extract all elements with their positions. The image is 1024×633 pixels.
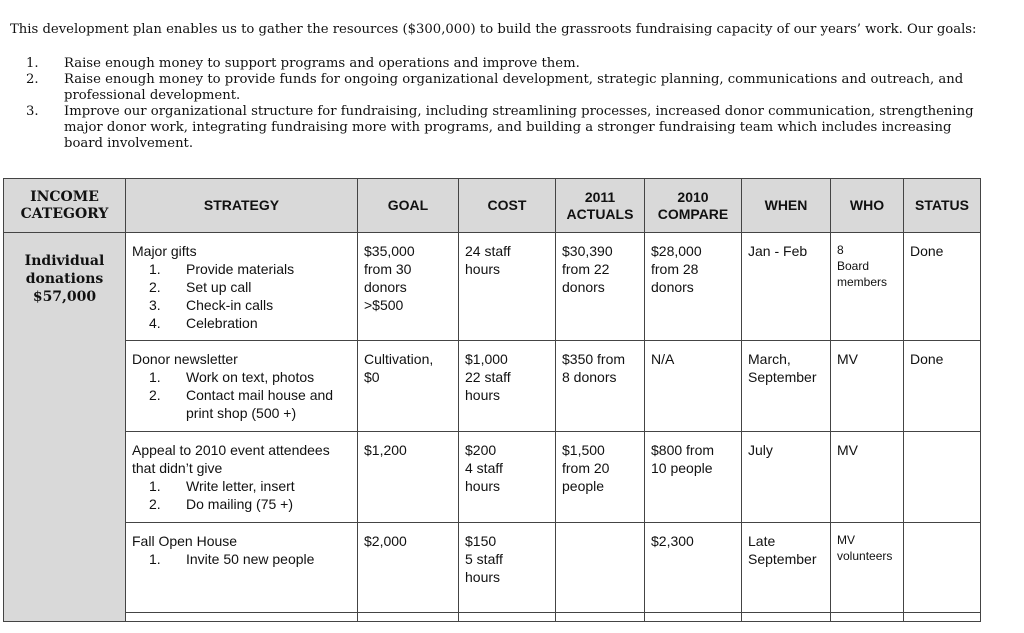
- step-text: Provide materials: [186, 261, 295, 277]
- goal-number: 3.: [26, 104, 39, 119]
- step-text: Write letter, insert: [186, 478, 295, 494]
- step-text: Work on text, photos: [186, 369, 315, 385]
- step-item: [132, 260, 351, 278]
- strategy-steps: [132, 260, 351, 332]
- step-item: [132, 296, 351, 314]
- step-item: [132, 278, 351, 296]
- compare-2010-cell: $28,000 from 28 donors: [645, 233, 742, 341]
- who-cell: 8 Board members: [831, 233, 904, 341]
- strategy-cell: [126, 233, 358, 341]
- actuals-2011-cell: [556, 523, 645, 613]
- step-number: 1.: [149, 551, 161, 567]
- cost-cell: $200 4 staff hours: [459, 432, 556, 523]
- header-income-category: INCOME CATEGORY: [4, 179, 126, 233]
- step-number: 1.: [149, 478, 161, 494]
- cost-cell: $150 5 staff hours: [459, 523, 556, 613]
- empty-cell: [904, 613, 981, 622]
- compare-2010-cell: $800 from 10 people: [645, 432, 742, 523]
- development-plan-table: [3, 178, 981, 622]
- when-cell: Late September: [742, 523, 831, 613]
- cost-cell: 24 staff hours: [459, 233, 556, 341]
- goal-item: [26, 72, 976, 104]
- header-2010-compare: 2010 COMPARE: [645, 179, 742, 233]
- step-item: [132, 495, 351, 513]
- actuals-2011-cell: $30,390 from 22 donors: [556, 233, 645, 341]
- strategy-cell: [126, 523, 358, 613]
- goal-cell: Cultivation, $0: [358, 341, 459, 432]
- step-number: 2.: [149, 279, 161, 295]
- header-2011-actuals: 2011 ACTUALS: [556, 179, 645, 233]
- goal-text: Raise enough money to provide funds for ongoing organizational development, strategic planning, communications and outreach, and professional development.: [64, 72, 964, 103]
- intro-paragraph: This development plan enables us to gather the resources ($300,000) to build the grassroots fundraising capacity of our years’ work. Our goals:: [10, 22, 977, 37]
- strategy-title: Fall Open House: [132, 533, 238, 549]
- strategy-steps: [132, 477, 351, 513]
- goal-text: Raise enough money to support programs and operations and improve them.: [64, 56, 580, 71]
- goal-item: [26, 56, 976, 72]
- strategy-title: Donor newsletter: [132, 351, 238, 367]
- goal-cell: $2,000: [358, 523, 459, 613]
- empty-cell: [358, 613, 459, 622]
- table-header-row: [4, 179, 981, 233]
- actuals-2011-cell: $350 from 8 donors: [556, 341, 645, 432]
- step-text: Do mailing (75 +): [186, 496, 293, 512]
- step-item: [132, 386, 351, 422]
- table-row: [4, 523, 981, 613]
- who-cell: MV: [831, 341, 904, 432]
- goal-text: Improve our organizational structure for fundraising, including streamlining processes, increased donor communication, strengthening major donor work, integrating fundraising more with programs, and building a stronger fundraising team which includes increasing board involvement.: [64, 104, 974, 151]
- goal-cell: $1,200: [358, 432, 459, 523]
- header-cost: COST: [459, 179, 556, 233]
- strategy-steps: [132, 550, 351, 568]
- header-strategy: STRATEGY: [126, 179, 358, 233]
- step-text: Set up call: [186, 279, 252, 295]
- compare-2010-cell: N/A: [645, 341, 742, 432]
- goals-list: [26, 56, 976, 152]
- who-cell: MV volunteers: [831, 523, 904, 613]
- step-number: 2.: [149, 496, 161, 512]
- empty-cell: [645, 613, 742, 622]
- status-cell: [904, 523, 981, 613]
- step-text: Celebration: [186, 315, 258, 331]
- strategy-steps: [132, 368, 351, 422]
- goal-item: [26, 104, 976, 152]
- empty-cell: [831, 613, 904, 622]
- cost-cell: $1,000 22 staff hours: [459, 341, 556, 432]
- step-text: Check-in calls: [186, 297, 274, 313]
- when-cell: July: [742, 432, 831, 523]
- step-item: [132, 314, 351, 332]
- when-cell: Jan - Feb: [742, 233, 831, 341]
- table-row: [4, 432, 981, 523]
- strategy-title: Major gifts: [132, 243, 197, 259]
- goal-number: 2.: [26, 72, 39, 87]
- empty-cell: [459, 613, 556, 622]
- step-number: 1.: [149, 261, 161, 277]
- table-row: [4, 613, 981, 622]
- header-goal: GOAL: [358, 179, 459, 233]
- status-cell: Done: [904, 341, 981, 432]
- empty-cell: [126, 613, 358, 622]
- who-cell: MV: [831, 432, 904, 523]
- header-when: WHEN: [742, 179, 831, 233]
- compare-2010-cell: $2,300: [645, 523, 742, 613]
- table-row: [4, 233, 981, 341]
- strategy-cell: [126, 341, 358, 432]
- empty-cell: [742, 613, 831, 622]
- goal-cell: $35,000 from 30 donors >$500: [358, 233, 459, 341]
- header-who: WHO: [831, 179, 904, 233]
- actuals-2011-cell: $1,500 from 20 people: [556, 432, 645, 523]
- step-text: Invite 50 new people: [186, 551, 315, 567]
- header-status: STATUS: [904, 179, 981, 233]
- step-item: [132, 550, 351, 568]
- step-text: Contact mail house and print shop (500 +): [186, 387, 334, 421]
- strategy-title: Appeal to 2010 event attendees that didn’t give: [132, 442, 330, 476]
- strategy-cell: [126, 432, 358, 523]
- step-item: [132, 477, 351, 495]
- status-cell: [904, 432, 981, 523]
- empty-cell: [556, 613, 645, 622]
- when-cell: March, September: [742, 341, 831, 432]
- cut-off-heading-fragment: [0, 0, 1024, 6]
- step-number: 2.: [149, 387, 161, 403]
- step-item: [132, 368, 351, 386]
- status-cell: Done: [904, 233, 981, 341]
- step-number: 1.: [149, 369, 161, 385]
- income-category-cell: Individual donations $57,000: [4, 233, 126, 622]
- step-number: 4.: [149, 315, 161, 331]
- goal-number: 1.: [26, 56, 39, 71]
- step-number: 3.: [149, 297, 161, 313]
- table-row: [4, 341, 981, 432]
